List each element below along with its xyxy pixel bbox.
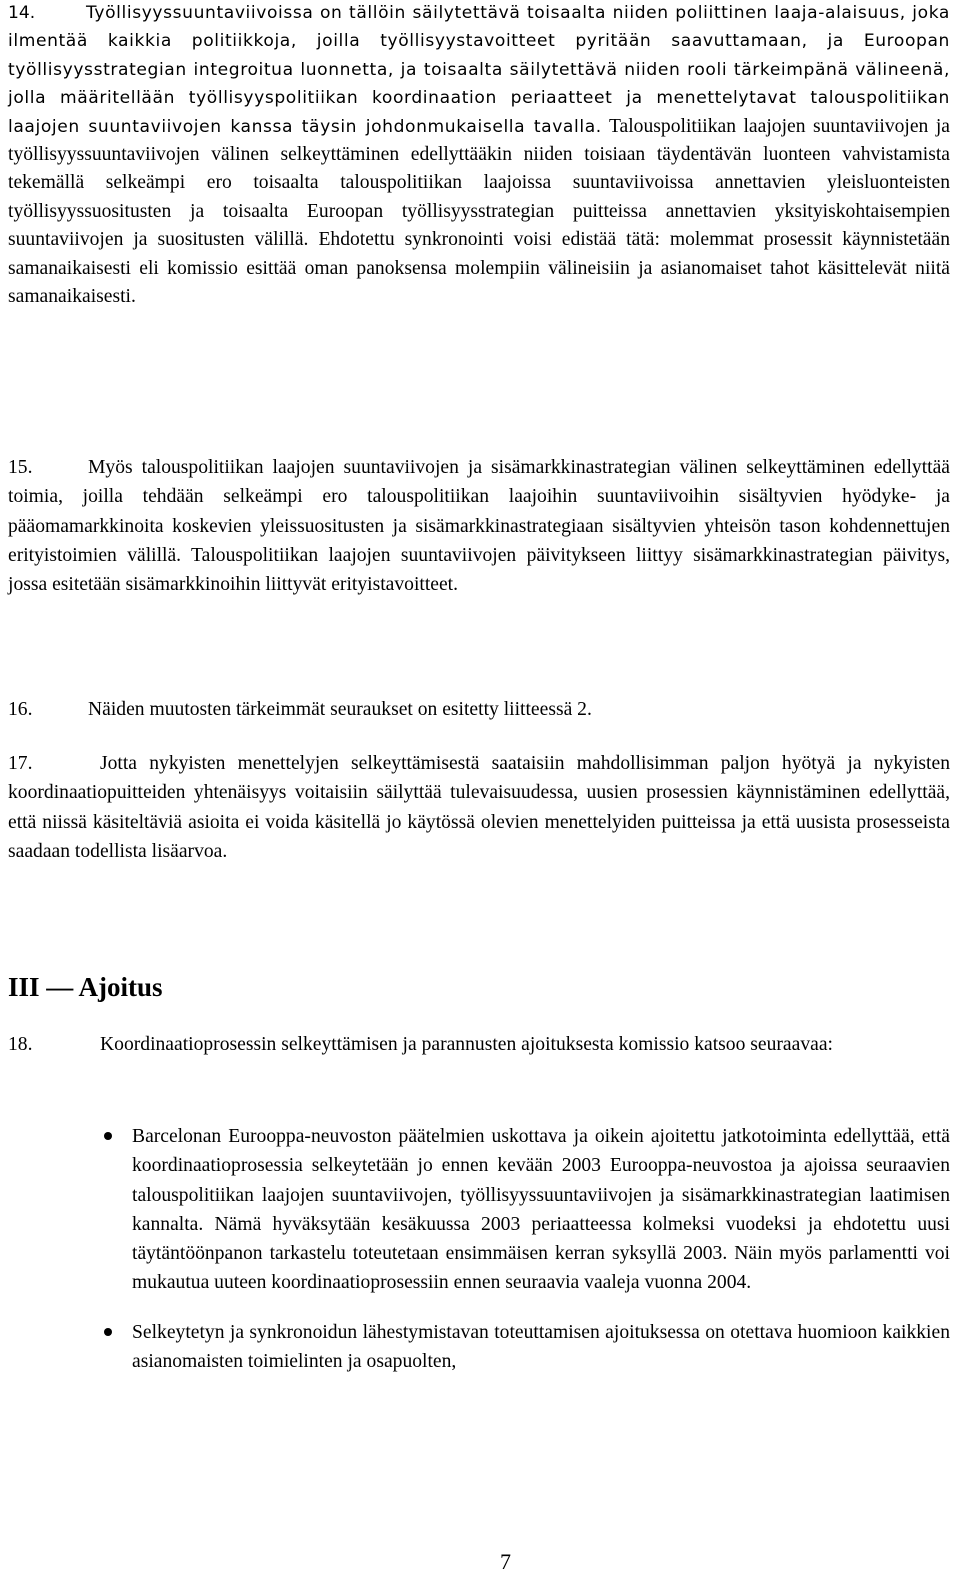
bullet-icon (104, 1328, 112, 1336)
list-item-text: Selkeytetyn ja synkronoidun lähestymistavan toteuttamisen ajoituksessa on otettava huomioon kaikkien asianomaisten toimielinten ja osapuolten, (132, 1321, 950, 1373)
list-item (8, 1318, 950, 1377)
paragraph-text: Jotta nykyisten menettelyjen selkeyttämisestä saataisiin mahdollisimman paljon hyötyä ja nykyisten koordinaatiopuitteiden yhtenäisyys voitaisiin säilyttää tulevaisuudessa, uusien prosessien käynnistäminen edellyttää, että niissä käsiteltäviä asioita ei voida käsitellä jo käytössä olevien menettelyiden puitteissa ja että uusista prosesseista saadaan todellista lisäarvoa. (8, 753, 950, 862)
paragraph-text: Näiden muutosten tärkeimmät seuraukset on esitetty liitteessä 2. (88, 699, 592, 720)
list-item (8, 1122, 950, 1298)
bullet-icon (104, 1132, 112, 1140)
paragraph-text: Koordinaatioprosessin selkeyttämisen ja parannusten ajoituksesta komissio katsoo seuraavaa: (100, 1034, 833, 1055)
page-number: 7 (500, 1549, 511, 1574)
paragraph-14 (8, 0, 950, 311)
paragraph-number: 14. (8, 3, 36, 23)
paragraph-16 (8, 695, 950, 724)
paragraph-18 (8, 1030, 950, 1059)
section-heading: III — Ajoitus (8, 972, 163, 1002)
paragraph-15 (8, 453, 950, 599)
bullet-list (8, 1122, 950, 1396)
paragraph-number: 18. (8, 1034, 33, 1055)
paragraph-number: 15. (8, 457, 33, 478)
paragraph-number: 16. (8, 699, 33, 720)
paragraph-number: 17. (8, 753, 33, 774)
document-page (8, 0, 950, 1589)
paragraph-text-sans: Työllisyyssuuntaviivoissa on tällöin säilytettävä toisaalta niiden poliittinen laaja-alaisuus, joka ilmentää kaikkia politiikkoja, joilla työllisyystavoitteet pyritään saavuttamaan, ja Euroopan työllisyysstrategian integroitua luonnetta, ja toisaalta säilytettävä niiden rooli tärkeimpänä välineenä, jolla määritellään työllisyyspolitiikan koordinaation periaatteet ja menettelytavat talouspolitiikan laajojen suuntaviivojen kanssa täysin johdonmukaisella tavalla. (8, 3, 950, 137)
paragraph-text-serif: Talouspolitiikan laajojen suuntaviivojen ja työllisyyssuuntaviivojen välinen selkeyttäminen edellyttääkin niiden toisiaan täydentävän luonteen vahvistamista tekemällä selkeämpi ero toisaalta talouspolitiikan laajoissa suuntaviivoissa annettavien yleisluonteisten työllisyyssuositusten ja toisaalta Euroopan työllisyysstrategian puitteissa annettavien yksityiskohtaisempien suuntaviivojen ja suositusten välillä. Ehdotettu synkronointi voisi edistää tätä: molemmat prosessit käynnistetään samanaikaisesti eli komissio esittää oman panoksensa molempiin välineisiin ja asianomaiset tahot käsittelevät niitä samanaikaisesti. (8, 115, 950, 308)
paragraph-17 (8, 749, 950, 866)
list-item-text: Barcelonan Eurooppa-neuvoston päätelmien uskottava ja oikein ajoitettu jatkotoiminta edellyttää, että koordinaatioprosessia selkeytetään jo ennen kevään 2003 Eurooppa-neuvostoa ja ajoissa seuraavien talouspolitiikan laajojen suuntaviivojen, työllisyyssuuntaviivojen ja sisämarkkinastrategian laatimisen kannalta. Nämä hyväksytään kesäkuussa 2003 periaatteessa kolmeksi vuodeksi ja ehdotettu uusi täytäntöönpanon tarkastelu toteutetaan ensimmäisen kerran syksyllä 2003. Näin myös parlamentti voi mukautua uuteen koordinaatioprosessiin ennen seuraavia vaaleja vuonna 2004. (132, 1126, 950, 1294)
paragraph-text: Myös talouspolitiikan laajojen suuntaviivojen ja sisämarkkinastrategian välinen selkeyttäminen edellyttää toimia, joilla tehdään selkeämpi ero talouspolitiikan laajoihin suuntaviivoihin sisältyvien hyödyke- ja pääomamarkkinoita koskevien yleissuositusten ja sisämarkkinastrategiaan sisältyvien yhteisön tason kohdennettujen erityistoimien välillä. Talouspolitiikan laajojen suuntaviivojen päivitykseen liittyy sisämarkkinastrategian päivitys, jossa esitetään sisämarkkinoihin liittyvät erityistavoitteet. (8, 457, 950, 596)
